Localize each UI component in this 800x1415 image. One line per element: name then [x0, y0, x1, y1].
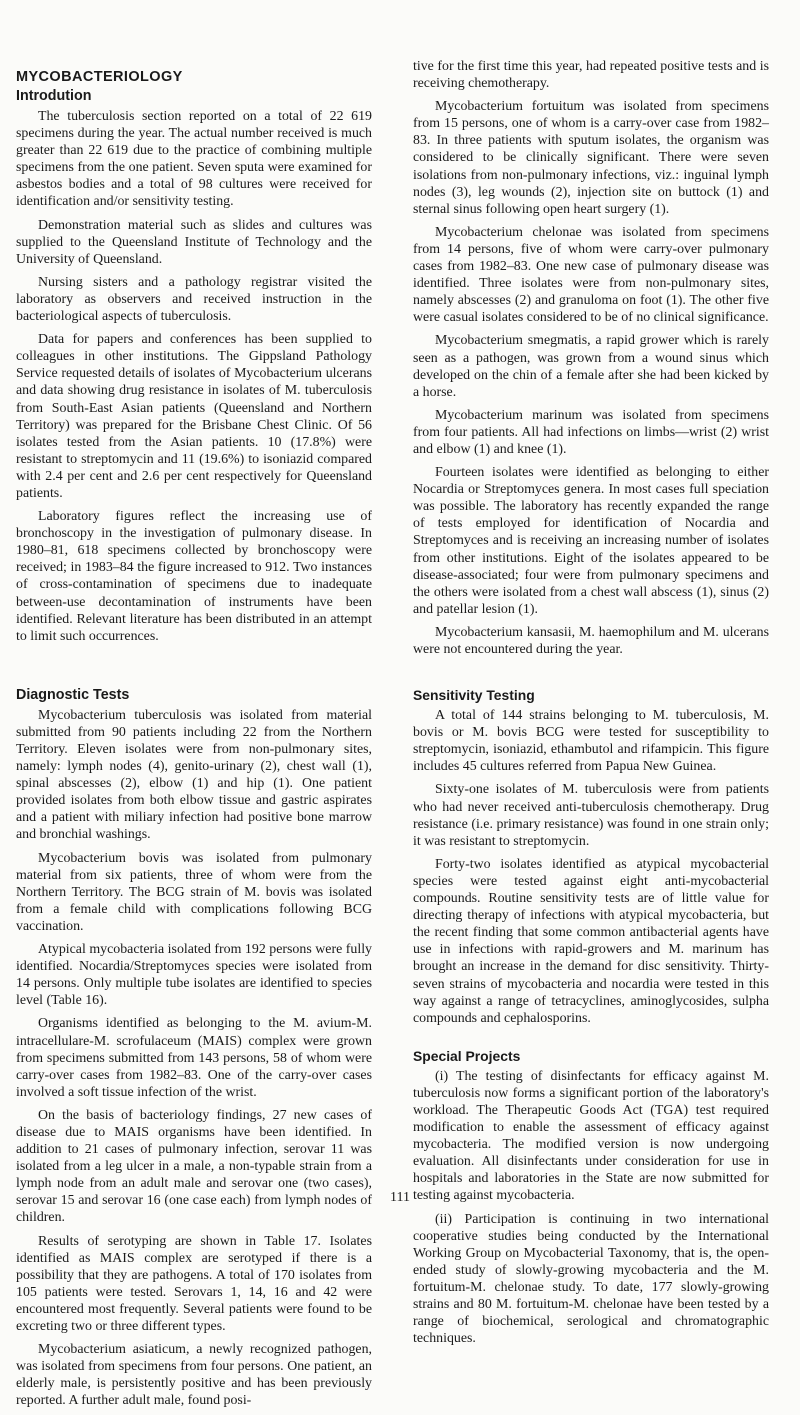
- page-number: 111: [390, 1190, 410, 1205]
- diagnostic-tests-heading: Diagnostic Tests: [16, 686, 130, 703]
- intro-paragraph-5: Laboratory figures reflect the increasing use of bronchoscopy in the investigation of pulmonary disease. In 1980–81, 618 specimens collected by bronchoscopy were received; in 1983–84 the figure increased to 912. Two instances of cross-contamination of specimens due to inadequate between-use decontamination of instruments have been identified. Relevant literature has been distributed in an attempt to limit such occurrences.: [16, 509, 372, 644]
- page-title: MYCOBACTERIOLOGY: [16, 69, 183, 85]
- section-spacer: [16, 651, 372, 685]
- continued-paragraph-7: Mycobacterium kansasii, M. haemophilum and M. ulcerans were not encountered during the year.: [413, 624, 769, 657]
- diagnostic-paragraph-1: Mycobacterium tuberculosis was isolated from material submitted from 90 patients including 22 from the Northern Territory. Eleven isolates were from non-pulmonary sites, namely: lymph nodes (4), genito-urinary (2), chest wall (1), spinal abscesses (2), elbow (1) and hip (1). One patient provided isolates from both elbow tissue and gastric aspirates and a patient with miliary infection had positive bone marrow and bronchial washings.: [16, 707, 372, 843]
- sensitivity-paragraph-2: Sixty-one isolates of M. tuberculosis were from patients who had never received anti-tuberculosis chemotherapy. Drug resistance (i.e. primary resistance) was found in one strain only; it was resistant to streptomycin.: [413, 782, 769, 849]
- continued-paragraph-1: tive for the first time this year, had repeated positive tests and is receiving chemotherapy.: [413, 59, 769, 92]
- continued-paragraph-2: Mycobacterium fortuitum was isolated from specimens from 15 persons, one of whom is a carry-over case from 1982–83. In three patients with sputum isolates, the organism was considered to be clinically significant. There were seven isolations from non-pulmonary infections, viz.: inguinal lymph nodes (3), leg wounds (2), injection site on buttock (1) and sternal sinus following open heart surgery (1).: [413, 99, 769, 217]
- special-paragraph-2: (ii) Participation is continuing in two international cooperative studies being conducted by the International Working Group on Mycobacterial Taxonomy, that is, the open-ended study of slowly-growing mycobacteria and the M. fortuitum-M. chelonae study. To date, 177 slowly-growing strains and 80 M. fortuitum-M. chelonae have been tested by a range of biochemical, serological and chromatographic techniques.: [413, 1211, 769, 1347]
- right-column: [413, 58, 769, 1353]
- special-projects-heading: Special Projects: [413, 1047, 521, 1064]
- intro-paragraph-4: Data for papers and conferences has been supplied to colleagues in other institutions. The Gippsland Pathology Service requested details of isolates of Mycobacterium ulcerans and data showing drug resistance in isolates of M. tuberculosis from South-East Asian patients (Queensland and Northern Territory) was prepared for the Brisbane Chest Clinic. Of 56 isolates tested from the Asian patients. 10 (17.8%) were resistant to streptomycin and 11 (19.6%) to isoniazid compared with 2.4 per cent and 2.6 per cent respectively for Queensland patients.: [16, 332, 372, 501]
- diagnostic-paragraph-7: Mycobacterium asiaticum, a newly recognized pathogen, was isolated from specimens from four persons. One patient, an elderly male, is persistently positive and has been previously reported. A further adult male, found posi-: [16, 1342, 372, 1409]
- intro-paragraph-1: The tuberculosis section reported on a total of 22 619 specimens during the year. The actual number received is much greater than 22 619 due to the practice of combining multiple specimens from the one patient. Seven sputa were examined for asbestos bodies and a total of 98 cultures were received for identification and/or sensitivity testing.: [16, 109, 372, 210]
- diagnostic-paragraph-6: Results of serotyping are shown in Table 17. Isolates identified as MAIS complex are serotyped if there is a possibility that they are pathogens. A total of 170 isolates from 105 patients were tested. Serovars 1, 14, 16 and 42 were encountered most frequently. Several patients were found to be excreting two or three different types.: [16, 1233, 372, 1334]
- intro-paragraph-2: Demonstration material such as slides and cultures was supplied to the Queensland Institute of Technology and the University of Queensland.: [16, 217, 372, 267]
- continued-paragraph-3: Mycobacterium chelonae was isolated from specimens from 14 persons, five of whom were carry-over pulmonary cases from 1982–83. One new case of pulmonary disease was identified. Three isolates were from non-pulmonary sites, namely abscesses (2) and granuloma on foot (1). The other five were casual isolates considered to be of no clinical significance.: [413, 224, 769, 326]
- section-spacer: [413, 664, 769, 686]
- left-column: [16, 58, 372, 1415]
- sensitivity-paragraph-3: Forty-two isolates identified as atypical mycobacterial species were tested against eight anti-mycobacterial compounds. Routine sensitivity tests are of little value for directing therapy of infections with atypical mycobacteria, but the recent finding that some common antibacterial agents have use in infections with rapid-growers and M. marinum has brought an increase in the demand for disc sensitivity. Thirty-seven strains of mycobacteria and nocardia were tested in this way against a range of tetracyclines, aminoglycosides, sulpha compounds and cephalosporins.: [413, 856, 769, 1026]
- diagnostic-paragraph-5: On the basis of bacteriology findings, 27 new cases of disease due to MAIS organisms have been identified. In addition to 21 cases of pulmonary infection, serovar 11 was isolated from a leg ulcer in a male, a non-typable strain from a lymph node from an adult male and serovar one (two cases), serovar 15 and serovar 16 (one case each) from lymph nodes of children.: [16, 1107, 372, 1226]
- diagnostic-paragraph-3: Atypical mycobacteria isolated from 192 persons were fully identified. Nocardia/Streptomyces species were isolated from 14 persons. Only multiple tube isolates are identified to species level (Table 16).: [16, 942, 372, 1009]
- continued-paragraph-5: Mycobacterium marinum was isolated from specimens from four patients. All had infections on limbs—wrist (2) wrist and elbow (1) and knee (1).: [413, 407, 769, 457]
- intro-heading: Introdution: [16, 88, 92, 104]
- diagnostic-paragraph-2: Mycobacterium bovis was isolated from pulmonary material from six patients, three of whom were from the Northern Territory. The BCG strain of M. bovis was isolated from a female child with complications following BCG vaccination.: [16, 850, 372, 934]
- sensitivity-testing-heading: Sensitivity Testing: [413, 687, 535, 704]
- special-paragraph-1: (i) The testing of disinfectants for efficacy against M. tuberculosis now forms a significant portion of the laboratory's workload. The Therapeutic Goods Act (TGA) test required modification to enable the assessment of efficacy against mycobacteria. The modified version is now undergoing evaluation. All disinfectants under consideration for use in hospitals and laboratories in the State are now submitted for testing against mycobacteria.: [413, 1068, 769, 1204]
- sensitivity-paragraph-1: A total of 144 strains belonging to M. tuberculosis, M. bovis or M. bovis BCG were tested for susceptibility to streptomycin, isoniazid, ethambutol and rifampicin. This figure includes 45 cultures referred from Papua New Guinea.: [413, 708, 769, 775]
- section-spacer: [413, 1033, 769, 1047]
- continued-paragraph-6: Fourteen isolates were identified as belonging to either Nocardia or Streptomyces genera. In most cases full speciation was possible. The laboratory has recently expanded the range of tests employed for identification of Nocardia and Streptomyces and is receiving an increasing number of isolates from other institutions. Eight of the isolates appeared to be disease-associated; four were from pulmonary specimens and the others were isolated from a chest wall abscess (1), sinus (2) and patellar lesion (1).: [413, 465, 769, 617]
- intro-paragraph-3: Nursing sisters and a pathology registrar visited the laboratory as observers and received instruction in the bacteriological aspects of tuberculosis.: [16, 274, 372, 325]
- diagnostic-paragraph-4: Organisms identified as belonging to the M. avium-M. intracellulare-M. scrofulaceum (MAIS) complex were grown from specimens submitted from 143 persons, 58 of whom were carry-over cases from 1982–83. One of the carry-over cases involved a soft tissue infection of the wrist.: [16, 1016, 372, 1100]
- continued-paragraph-4: Mycobacterium smegmatis, a rapid grower which is rarely seen as a pathogen, was grown from a wound sinus which developed on the chin of a female after she had been kicked by a horse.: [413, 333, 769, 400]
